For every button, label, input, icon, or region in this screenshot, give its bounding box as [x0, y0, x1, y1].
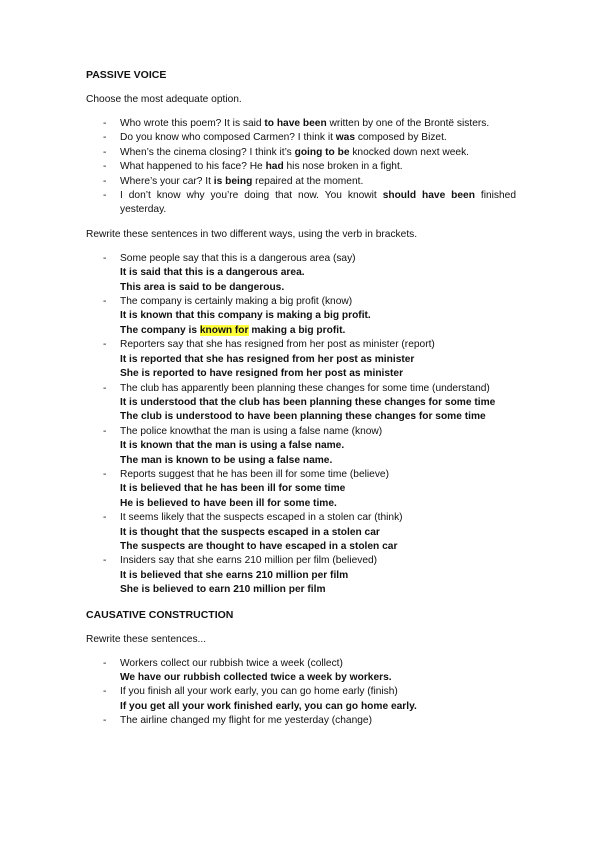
causative-list [86, 657, 516, 729]
list-item: - I don’t know why you’re doing that now. You knowit should have been finished yesterday. [86, 189, 516, 218]
answer-line: It is believed that she earns 210 million per film [120, 569, 349, 581]
list-item [86, 338, 516, 381]
list-item [86, 685, 516, 714]
answer-line: He is believed to have been ill for some time. [120, 497, 337, 509]
answer-line: The man is known to be using a false name. [120, 454, 333, 466]
list-item: - Do you know who composed Carmen? I think it was composed by Bizet. [86, 131, 516, 145]
choose-option-list [86, 117, 516, 218]
prompt-sentence: Some people say that this is a dangerous area (say) [120, 252, 356, 264]
list-item [86, 554, 516, 597]
instruction-rewrite: Rewrite these sentences... [86, 633, 207, 645]
list-item [86, 295, 516, 338]
answer-line: It is thought that the suspects escaped in a stolen car [120, 526, 380, 538]
answer-line: It is reported that she has resigned from her post as minister [120, 353, 415, 365]
list-item [86, 252, 516, 295]
prompt-sentence: The police knowthat the man is using a false name (know) [120, 425, 383, 437]
answer-line: It is believed that he has been ill for some time [120, 483, 346, 495]
answer-line: The club is understood to have been planning these changes for some time [120, 411, 486, 423]
answer-line: She is believed to earn 210 million per film [120, 584, 326, 596]
list-item [86, 714, 516, 728]
prompt-sentence: Reports suggest that he has been ill for some time (believe) [120, 468, 389, 480]
section-title-causative: CAUSATIVE CONSTRUCTION [86, 608, 234, 621]
list-item: - Who wrote this poem? It is said to have been written by one of the Brontë sisters. [86, 117, 516, 131]
answer-line: It is known that this company is making a big profit. [120, 310, 371, 322]
list-item [86, 468, 516, 511]
rewrite-list [86, 252, 516, 598]
prompt-sentence: The airline changed my flight for me yesterday (change) [120, 715, 372, 727]
answer-line: The suspects are thought to have escaped in a stolen car [120, 540, 398, 552]
list-item: - What happened to his face? He had his nose broken in a fight. [86, 160, 516, 174]
list-item [86, 425, 516, 468]
instruction-rewrite-two-ways: Rewrite these sentences in two different ways, using the verb in brackets. [86, 228, 418, 240]
list-item [86, 511, 516, 554]
highlighted-text: known for [199, 324, 249, 336]
list-item: - When’s the cinema closing? I think it’s going to be knocked down next week. [86, 146, 516, 160]
list-item: - Where’s your car? It is being repaired at the moment. [86, 175, 516, 189]
document-page [86, 68, 516, 739]
prompt-sentence: The club has apparently been planning these changes for some time (understand) [120, 382, 490, 394]
prompt-sentence: It seems likely that the suspects escaped in a stolen car (think) [120, 512, 403, 524]
prompt-sentence: Insiders say that she earns 210 million per film (believed) [120, 555, 378, 567]
prompt-sentence: If you finish all your work early, you can go home early (finish) [120, 686, 398, 698]
instruction-choose: Choose the most adequate option. [86, 94, 242, 105]
answer-line: If you get all your work finished early, you can go home early. [120, 700, 417, 712]
answer-line: It is understood that the club has been planning these changes for some time [120, 396, 496, 408]
answer-line: We have our rubbish collected twice a week by workers. [120, 672, 392, 683]
answer-line: This area is said to be dangerous. [120, 281, 285, 293]
answer-line: It is known that the man is using a false name. [120, 440, 345, 452]
prompt-sentence: Reporters say that she has resigned from her post as minister (report) [120, 339, 435, 351]
list-item [86, 382, 516, 425]
prompt-sentence: Workers collect our rubbish twice a week (collect) [120, 657, 343, 669]
answer-line: The company is known for making a big profit. [120, 324, 346, 336]
answer-line: She is reported to have resigned from her post as minister [120, 368, 404, 380]
prompt-sentence: The company is certainly making a big profit (know) [120, 296, 353, 308]
section-title-passive-voice: PASSIVE VOICE [86, 69, 167, 81]
list-item [86, 657, 516, 686]
answer-line: It is said that this is a dangerous area. [120, 267, 305, 279]
